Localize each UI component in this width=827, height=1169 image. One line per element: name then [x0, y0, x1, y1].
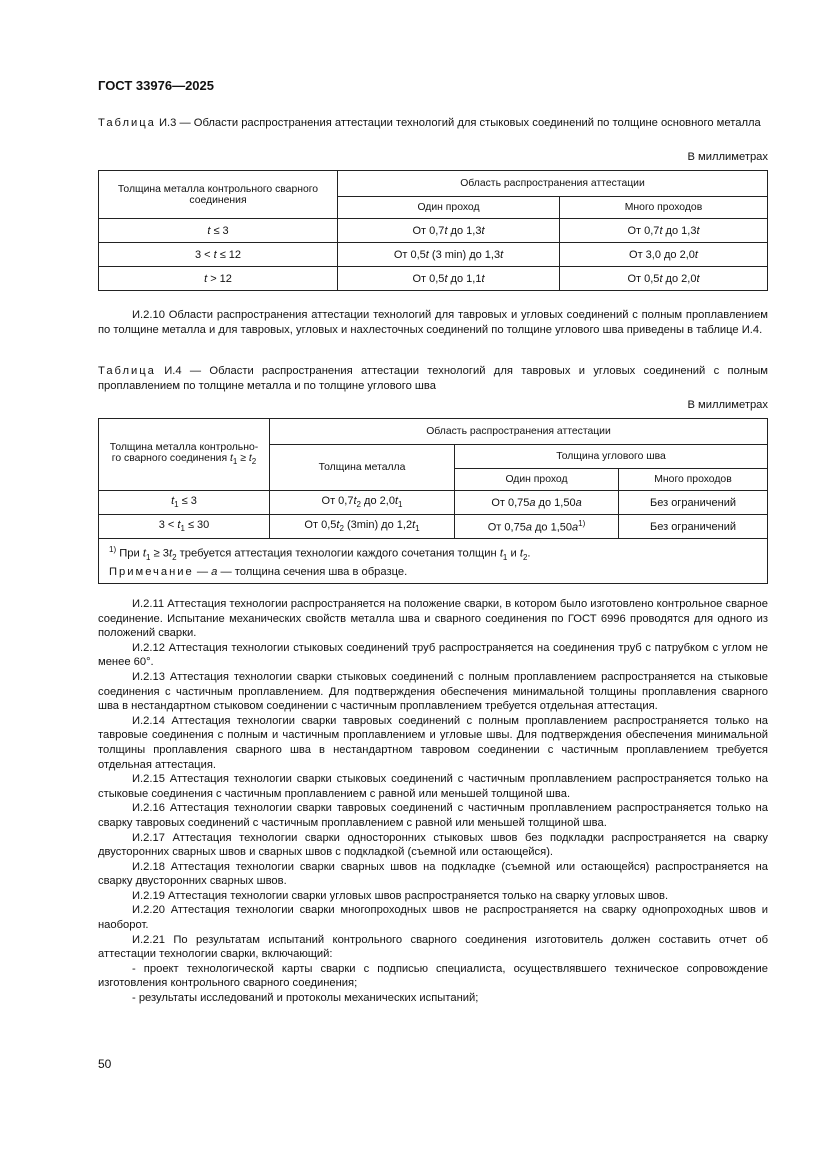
- table4-footnote: $^{1)}$ При $t_1 \ge 3t_2$ требуется аттестация технологии каждого сочетания толщин $t_1$ и $t_2$.: [109, 545, 531, 562]
- table3-cell: От 0,7t до 1,3t: [560, 219, 768, 243]
- paragraph-i-2-16: И.2.16 Аттестация технологии сварки тавровых соединений с частичным проплавлением распространяется только на сварку тавровых соединений с частичным проплавлением с равной или меньшей толщиной шва.: [98, 802, 768, 829]
- table3-cell: От 0,5t (3 min) до 1,3t: [338, 243, 560, 267]
- table3-cell: От 3,0 до 2,0t: [560, 243, 768, 267]
- paragraph-i-2-15: И.2.15 Аттестация технологии сварки стыковых соединений с частичным проплавлением распространяется только на стыковые соединения с частичным проплавлением с равной или меньшей толщиной шва.: [98, 773, 768, 800]
- table3-group-header: Область распространения аттестации: [338, 171, 768, 197]
- table3-caption: [98, 116, 768, 131]
- table3-col1-header: Толщина металла контрольного сварного соединения: [99, 171, 338, 219]
- paragraph-i-2-19: И.2.19 Аттестация технологии сварки угловых швов распространяется только на сварку угловых швов.: [132, 889, 669, 902]
- paragraph-i-2-14: И.2.14 Аттестация технологии сварки тавровых соединений с полным проплавлением распространяется только на тавровые соединения с полным и частичным проплавлением и угловые швы. Для подтверждения обеспечения минимальной толщины проплавления сварного шва в нестандартном тавровом соединении с частичным проплавлением требуется отдельная аттестация.: [98, 714, 768, 771]
- table3-sub1-header: Один проход: [338, 197, 560, 219]
- table4-col1-header: Толщина металла контрольно- го сварного соединения $t_1 \ge t_2$: [99, 419, 270, 491]
- table-row: [99, 491, 768, 515]
- paragraph-i-2-11: И.2.11 Аттестация технологии распространяется на положение сварки, в котором было изготовлено контрольное сварное соединение. Испытание механических свойств металла шва и сварного соединения по ГОСТ 6996 проводятся для одного из положений сварки.: [98, 598, 768, 640]
- paragraph-i-2-10: И.2.10 Области распространения аттестации технологий для тавровых и угловых соединений с полным проплавлением по толщине металла и для тавровых, угловых и нахлесточных соединений по толщине углового шва приведены в таблице И.4.: [98, 309, 768, 336]
- table4-sub1-header: Один проход: [455, 469, 619, 491]
- table4-cell: $t_1 \le 3$: [99, 491, 270, 515]
- paragraph-i-2-12: И.2.12 Аттестация технологии стыковых соединений труб распространяется на соединения труб с патрубком с углом не менее 60°.: [98, 641, 768, 669]
- list-item: - проект технологической карты сварки с подписью специалиста, осуществлявшего техническое сопровождение изготовления контрольного сварного соединения;: [98, 962, 768, 990]
- table4-cell: От $0,5t_2$ (3min) до $1,2t_1$: [270, 515, 455, 539]
- page-number: 50: [98, 1057, 112, 1071]
- table4-cell: Без ограничений: [619, 491, 768, 515]
- paragraph-i-2-20: И.2.20 Аттестация технологии сварки многопроходных швов не распространяется на сварку однопроходных швов и наоборот.: [98, 904, 768, 932]
- paragraph-i-2-13: И.2.13 Аттестация технологии сварки стыковых соединений с полным проплавлением распространяется на стыковые соединения с частичным проплавлением. Для подтверждения обеспечения минимальной толщины проплавления сварного шва в нестандартном стыковом соединении с частичным проплавлением требуется отдельная аттестация.: [98, 670, 768, 713]
- table3-caption-prefix: Таблица: [98, 117, 156, 129]
- paragraph-i-2-17: И.2.17 Аттестация технологии сварки односторонних стыковых швов без подкладки распространяется на сварку двусторонних сварных швов и сварных швов с подкладкой (съемной или остающейся).: [98, 831, 768, 859]
- table4-sub2-header: Много проходов: [619, 469, 768, 491]
- document-header: ГОСТ 33976—2025: [98, 78, 214, 93]
- table4-cell: От $0,7t_2$ до $2,0t_1$: [270, 491, 455, 515]
- table4-cell: От 0,75a до 1,50a: [455, 491, 619, 515]
- table4-caption-prefix: Таблица: [98, 365, 156, 377]
- table-row: [99, 267, 768, 291]
- table3-units: В миллиметрах: [687, 151, 768, 163]
- table4-group-header: Область распространения аттестации: [270, 419, 768, 445]
- table4: [98, 418, 768, 584]
- table4-note: [109, 565, 757, 580]
- table-row: [99, 515, 768, 539]
- table4-units: В миллиметрах: [687, 399, 768, 411]
- table3-cell: От 0,7t до 1,3t: [338, 219, 560, 243]
- table4-caption: [98, 364, 768, 393]
- list-item: - результаты исследований и протоколы механических испытаний;: [132, 992, 479, 1005]
- table3-cell: t ≤ 3: [99, 219, 338, 243]
- table3: [98, 170, 768, 291]
- table4-cell: От 0,75a до $1,50a^{1)}$: [455, 515, 619, 539]
- table4-metal-header: Толщина металла: [270, 445, 455, 491]
- note-label: Примечание: [109, 565, 194, 578]
- table3-cell: От 0,5t до 2,0t: [560, 267, 768, 291]
- table3-cell: От 0,5t до 1,1t: [338, 267, 560, 291]
- body-text: [98, 597, 768, 1006]
- table3-cell: t > 12: [99, 267, 338, 291]
- table-row: [99, 219, 768, 243]
- paragraph-i-2-18: И.2.18 Аттестация технологии сварки сварных швов на подкладке (съемной или остающейся) распространяется на сварку двусторонних сварных швов.: [98, 860, 768, 888]
- table4-cell: Без ограничений: [619, 515, 768, 539]
- table4-weld-header: Толщина углового шва: [455, 445, 768, 469]
- table4-cell: $3 < t_1 \le 30$: [99, 515, 270, 539]
- table4-notes: [99, 539, 768, 584]
- table4-caption-text: И.4 — Области распространения аттестации технологий для тавровых и угловых соединений с полным проплавлением по толщине металла и по толщине углового шва: [98, 365, 768, 392]
- table-row: [99, 243, 768, 267]
- note-text: — a — толщина сечения шва в образце.: [196, 565, 408, 578]
- paragraph-i-2-21: И.2.21 По результатам испытаний контрольного сварного соединения изготовитель должен составить отчет об аттестации технологии сварки, включающий:: [98, 933, 768, 961]
- table3-caption-text: И.3 — Области распространения аттестации технологий для стыковых соединений по толщине основного металла: [158, 117, 761, 129]
- table3-sub2-header: Много проходов: [560, 197, 768, 219]
- table3-cell: 3 < t ≤ 12: [99, 243, 338, 267]
